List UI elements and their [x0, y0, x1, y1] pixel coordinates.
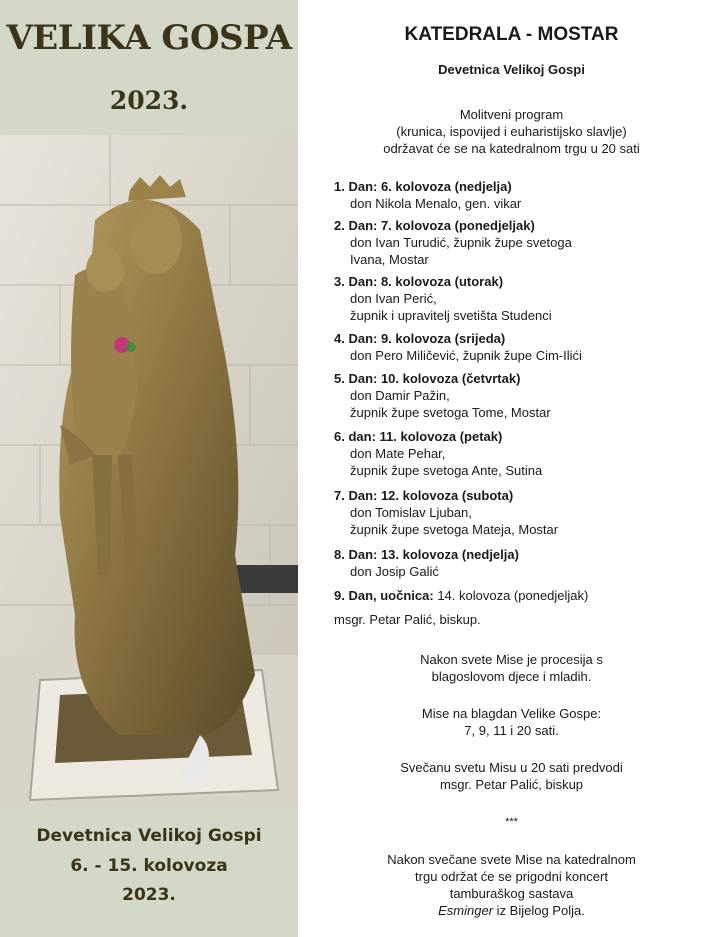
intro-line: održavat će se na katedralnom trgu u 20 sati [383, 141, 640, 156]
day-celebrant: župnik župe svetoga Mateja, Mostar [350, 522, 559, 537]
band-origin: iz Bijelog Polja. [493, 903, 585, 918]
day-celebrant: don Tomislav Ljuban, [350, 505, 472, 520]
novena-title: Devetnica Velikoj Gospi [36, 826, 262, 846]
novena-dates: 6. - 15. kolovoza [70, 856, 228, 876]
concert-text [298, 851, 725, 919]
solemn-line: Svečanu svetu Misu u 20 sati predvodi [400, 760, 623, 775]
novena-year: 2023. [122, 885, 176, 905]
concert-line: trgu održat će se prigodni koncert [415, 869, 608, 884]
list-item [334, 428, 719, 487]
day-heading: 6. dan: 11. kolovoza (petak) [334, 429, 503, 444]
list-item [334, 370, 719, 428]
masses-text [298, 705, 725, 739]
intro-text [298, 106, 725, 157]
list-item [334, 487, 719, 546]
procession-line: blagoslovom djece i mladih. [431, 669, 592, 684]
intro-line: Molitveni program [459, 107, 564, 122]
list-item [334, 273, 719, 330]
procession-text [298, 651, 725, 685]
day-celebrant: don Nikola Menalo, gen. vikar [350, 196, 522, 211]
novena-subheading: Devetnica Velikoj Gospi [438, 62, 585, 77]
day-heading: 5. Dan: 10. kolovoza (četvrtak) [334, 371, 521, 386]
day-heading: 3. Dan: 8. kolovoza (utorak) [334, 274, 504, 289]
day9-label: 9. Dan, uočnica: [334, 588, 434, 603]
day-celebrant: don Pero Miličević, župnik župe Cim-Ilići [350, 348, 582, 363]
band-name: Esminger [438, 903, 494, 918]
masses-line: 7, 9, 11 i 20 sati. [464, 723, 559, 738]
day-celebrant: don Ivan Perić, [350, 291, 437, 306]
concert-line: Nakon svečane svete Mise na katedralnom [387, 852, 636, 867]
day-heading: 7. Dan: 12. kolovoza (subota) [334, 488, 514, 503]
left-panel [0, 0, 298, 937]
concert-line [298, 902, 725, 919]
day9-date: 14. kolovoza (ponedjeljak) [433, 588, 589, 603]
list-item [334, 546, 719, 587]
list-item [334, 330, 719, 370]
separator: *** [505, 816, 518, 828]
day-celebrant: Ivana, Mostar [350, 252, 429, 267]
list-item [334, 217, 719, 273]
novena-day-list [334, 178, 719, 628]
day-celebrant: don Mate Pehar, [350, 446, 446, 461]
madonna-statue-photo [0, 135, 298, 807]
cathedral-heading: KATEDRALA - MOSTAR [404, 24, 619, 45]
day-heading: 1. Dan: 6. kolovoza (nedjelja) [334, 179, 512, 194]
day-heading [334, 587, 719, 605]
poster-year: 2023. [109, 86, 189, 115]
intro-line: (krunica, ispovijed i euharistijsko slavlje) [396, 124, 627, 139]
day-celebrant: župnik i upravitelj svetišta Studenci [350, 308, 552, 323]
solemn-line: msgr. Petar Palić, biskup [439, 777, 584, 792]
procession-line: Nakon svete Mise je procesija s [420, 652, 603, 667]
right-panel [298, 0, 725, 937]
solemn-mass-text [298, 759, 725, 793]
masses-line: Mise na blagdan Velike Gospe: [421, 706, 602, 721]
day-celebrant: don Josip Galić [350, 564, 439, 579]
day-celebrant: msgr. Petar Palić, biskup. [334, 612, 481, 627]
poster-title: VELIKA GOSPA [6, 18, 292, 58]
list-item [334, 587, 719, 628]
day-celebrant: župnik župe svetoga Ante, Sutina [350, 463, 543, 478]
day-heading: 2. Dan: 7. kolovoza (ponedjeljak) [334, 218, 535, 233]
day-heading: 4. Dan: 9. kolovoza (srijeda) [334, 331, 506, 346]
day-celebrant: don Ivan Turudić, župnik župe svetoga [350, 235, 572, 250]
day-celebrant: župnik župe svetoga Tome, Mostar [350, 405, 551, 420]
concert-line: tamburaškog sastava [449, 886, 574, 901]
day-heading: 8. Dan: 13. kolovoza (nedjelja) [334, 547, 519, 562]
day-celebrant: don Damir Pažin, [350, 388, 450, 403]
list-item [334, 178, 719, 217]
